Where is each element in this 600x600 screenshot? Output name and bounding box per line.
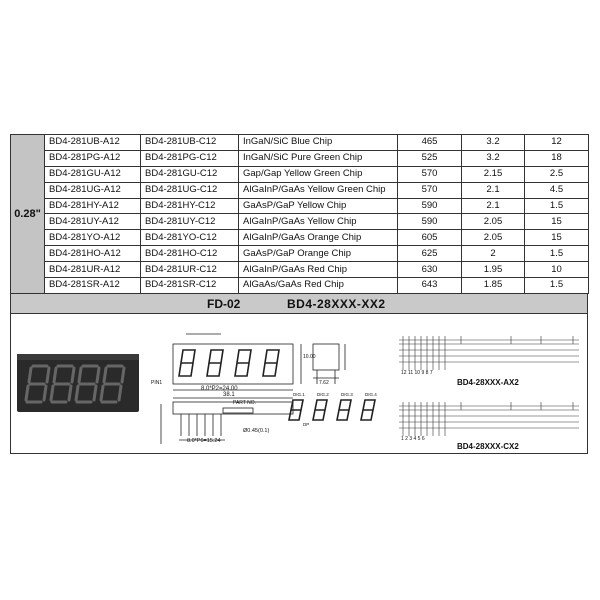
chip-type: Gap/Gap Yellow Green Chip bbox=[239, 166, 398, 182]
schematic-ax2-label: BD4-28XXX-AX2 bbox=[457, 377, 519, 387]
part-anode: BD4-281UG-A12 bbox=[45, 182, 141, 198]
part-cathode: BD4-281SR-C12 bbox=[141, 278, 239, 294]
dig4-label: DIG.4 bbox=[365, 391, 377, 397]
spec-table bbox=[10, 134, 589, 294]
wavelength: 590 bbox=[398, 214, 462, 230]
luminous-intensity: 15 bbox=[525, 214, 589, 230]
part-cathode: BD4-281HY-C12 bbox=[141, 198, 239, 214]
schematic-ax2 bbox=[399, 336, 579, 370]
part-cathode: BD4-281UY-C12 bbox=[141, 214, 239, 230]
part-anode: BD4-281SR-A12 bbox=[45, 278, 141, 294]
table-row bbox=[11, 230, 589, 246]
chip-type: AlGaInP/GaAs Yellow Green Chip bbox=[239, 182, 398, 198]
schematic-pins-ax2: 12 11 10 9 8 7 bbox=[401, 369, 433, 376]
chip-type: GaAsP/GaP Orange Chip bbox=[239, 246, 398, 262]
chip-type: GaAsP/GaP Yellow Chip bbox=[239, 198, 398, 214]
forward-voltage: 2.15 bbox=[462, 166, 525, 182]
chip-type: AlGaInP/GaAs Red Chip bbox=[239, 262, 398, 278]
dim-pitch: 8.0*P6=15.24 bbox=[187, 437, 221, 444]
part-pattern: BD4-28XXX-XX2 bbox=[287, 296, 386, 311]
part-cathode: BD4-281YO-C12 bbox=[141, 230, 239, 246]
wavelength: 590 bbox=[398, 198, 462, 214]
dp-label: DP bbox=[303, 421, 310, 427]
dim-lead: Ø0.45(0.1) bbox=[243, 427, 270, 434]
part-anode: BD4-281HY-A12 bbox=[45, 198, 141, 214]
table-row bbox=[11, 150, 589, 166]
schematic-cx2-label: BD4-28XXX-CX2 bbox=[457, 441, 519, 451]
part-no-label: PART NO. bbox=[233, 399, 257, 406]
luminous-intensity: 1.5 bbox=[525, 278, 589, 294]
luminous-intensity: 4.5 bbox=[525, 182, 589, 198]
dig2-label: DIG.2 bbox=[317, 391, 329, 397]
part-anode: BD4-281UR-A12 bbox=[45, 262, 141, 278]
part-cathode: BD4-281PG-C12 bbox=[141, 150, 239, 166]
datasheet bbox=[10, 134, 588, 454]
forward-voltage: 3.2 bbox=[462, 150, 525, 166]
wavelength: 605 bbox=[398, 230, 462, 246]
table-row bbox=[11, 214, 589, 230]
chip-type: AlGaInP/GaAs Orange Chip bbox=[239, 230, 398, 246]
part-anode: BD4-281HO-A12 bbox=[45, 246, 141, 262]
forward-voltage: 1.95 bbox=[462, 262, 525, 278]
part-cathode: BD4-281GU-C12 bbox=[141, 166, 239, 182]
part-anode: BD4-281UB-A12 bbox=[45, 135, 141, 151]
part-cathode: BD4-281UB-C12 bbox=[141, 135, 239, 151]
dig1-label: DIG.1 bbox=[293, 391, 305, 397]
wavelength: 570 bbox=[398, 166, 462, 182]
dim-height: 10.00 bbox=[303, 353, 316, 360]
forward-voltage: 2.1 bbox=[462, 182, 525, 198]
luminous-intensity: 18 bbox=[525, 150, 589, 166]
forward-voltage: 2.05 bbox=[462, 230, 525, 246]
chip-type: AlGaAs/GaAs Red Chip bbox=[239, 278, 398, 294]
wavelength: 525 bbox=[398, 150, 462, 166]
dim-total: 38.1 bbox=[223, 391, 235, 398]
series-code: FD-02 bbox=[207, 296, 241, 311]
series-bar bbox=[10, 294, 588, 314]
luminous-intensity: 10 bbox=[525, 262, 589, 278]
wavelength: 630 bbox=[398, 262, 462, 278]
luminous-intensity: 1.5 bbox=[525, 246, 589, 262]
pin-view bbox=[161, 399, 293, 444]
part-cathode: BD4-281HO-C12 bbox=[141, 246, 239, 262]
part-anode: BD4-281GU-A12 bbox=[45, 166, 141, 182]
forward-voltage: 1.85 bbox=[462, 278, 525, 294]
part-cathode: BD4-281UR-C12 bbox=[141, 262, 239, 278]
wavelength: 465 bbox=[398, 135, 462, 151]
chip-type: InGaN/SiC Blue Chip bbox=[239, 135, 398, 151]
forward-voltage: 2.05 bbox=[462, 214, 525, 230]
part-anode: BD4-281YO-A12 bbox=[45, 230, 141, 246]
table-row bbox=[11, 246, 589, 262]
dig3-label: DIG.3 bbox=[341, 391, 353, 397]
mechanical-drawing bbox=[10, 314, 588, 454]
luminous-intensity: 2.5 bbox=[525, 166, 589, 182]
part-cathode: BD4-281UG-C12 bbox=[141, 182, 239, 198]
display-photo bbox=[17, 354, 139, 412]
wavelength: 570 bbox=[398, 182, 462, 198]
size-label: 0.28" bbox=[11, 135, 45, 294]
wavelength: 643 bbox=[398, 278, 462, 294]
luminous-intensity: 15 bbox=[525, 230, 589, 246]
dim-width: 8.0*P2=24.00 bbox=[201, 385, 238, 392]
luminous-intensity: 12 bbox=[525, 135, 589, 151]
table-row bbox=[11, 198, 589, 214]
forward-voltage: 2 bbox=[462, 246, 525, 262]
schematic-pins-cx2: 1 2 3 4 5 6 bbox=[401, 435, 425, 442]
dim-side: 7.62 bbox=[319, 379, 329, 386]
chip-type: AlGaInP/GaAs Yellow Chip bbox=[239, 214, 398, 230]
table-row bbox=[11, 166, 589, 182]
side-view bbox=[313, 344, 345, 384]
forward-voltage: 2.1 bbox=[462, 198, 525, 214]
luminous-intensity: 1.5 bbox=[525, 198, 589, 214]
table-row bbox=[11, 182, 589, 198]
wavelength: 625 bbox=[398, 246, 462, 262]
chip-type: InGaN/SiC Pure Green Chip bbox=[239, 150, 398, 166]
schematic-cx2 bbox=[399, 402, 579, 436]
table-row bbox=[11, 278, 589, 294]
forward-voltage: 3.2 bbox=[462, 135, 525, 151]
part-anode: BD4-281PG-A12 bbox=[45, 150, 141, 166]
part-anode: BD4-281UY-A12 bbox=[45, 214, 141, 230]
pin1-label: PIN1 bbox=[151, 379, 163, 386]
table-row bbox=[11, 262, 589, 278]
table-row bbox=[11, 135, 589, 151]
segment-diagram bbox=[289, 400, 375, 420]
